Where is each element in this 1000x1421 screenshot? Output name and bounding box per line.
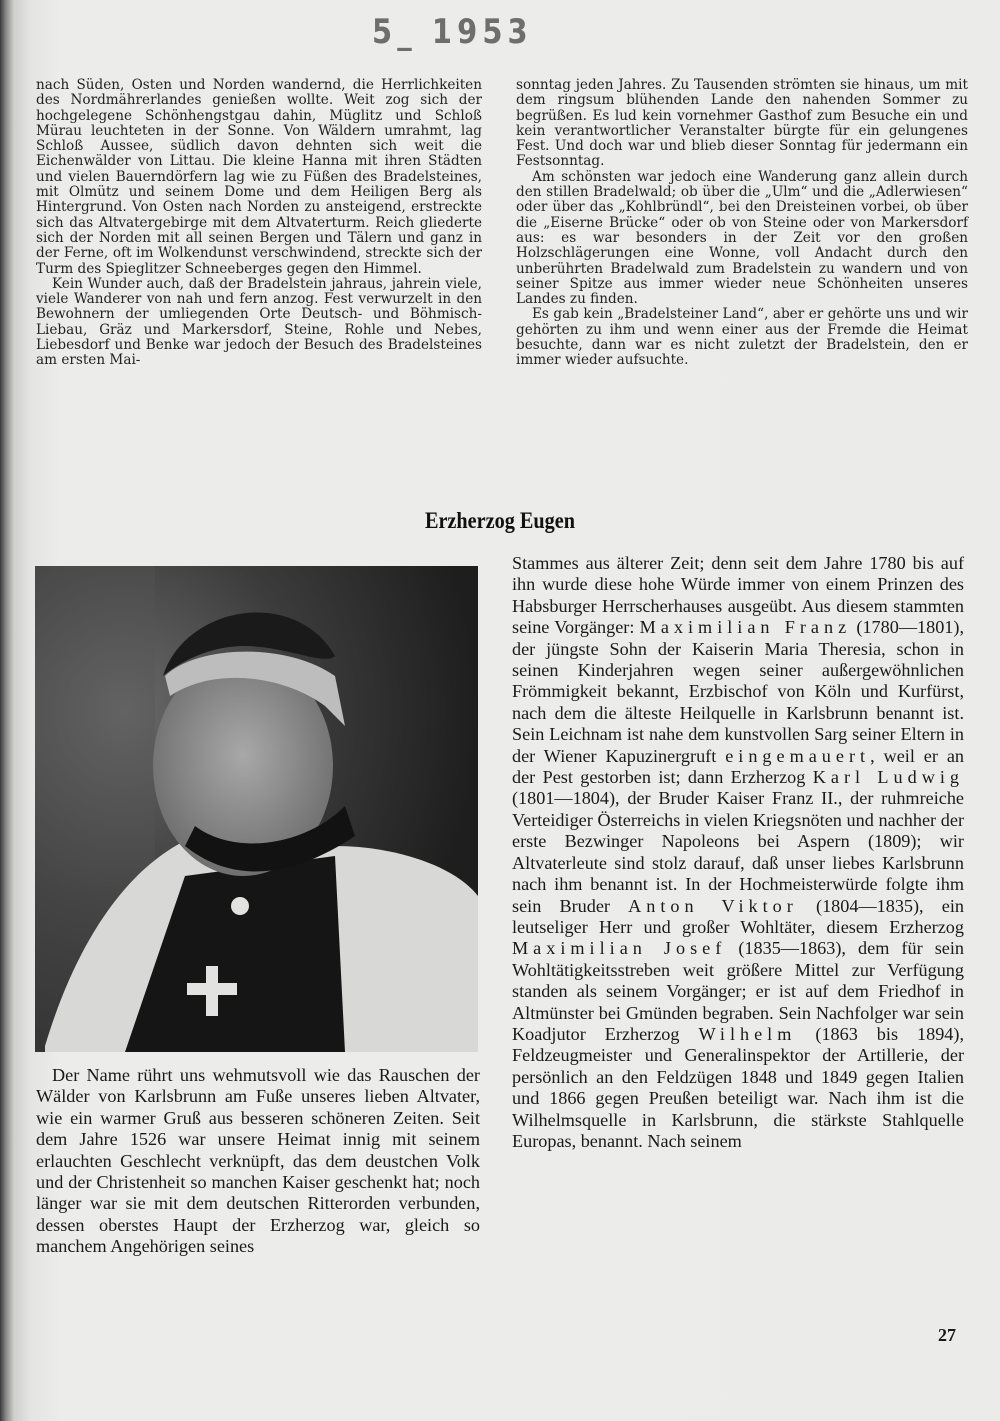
spaced-name: Wilhelm [698,1023,797,1044]
portrait-image [35,566,478,1052]
spaced-name: Maximilian Franz [639,617,852,638]
text-run: (1835—1863), dem für sein Wohltätigkeitsstreben weit größere Mittel zur Verfügung standen als seinem Vorgänger; er ist auf dem Friedhof in Altmünster bei Gmünden begraben. Sein Nachfolger war sein Koadjutor Erzherzog [512,938,964,1044]
text-run: Stammes aus älterer Zeit; denn seit dem Jahre 1780 bis auf ihn wurde diese hohe Würde immer von einem Prinzen des Habsburger Herrscherhauses ausgeübt. Aus diesem stammten seine Vorgänger: [512,553,964,638]
text-run: (1801—1804), der Bruder Kaiser Franz II., der ruhmreiche Verteidiger Österreichs in vielen Kriegsnöten und nachher der erste Bezwinger Napoleons bei Aspern (1809); wir Altvaterleute sind stolz darauf, daß unser liebes Karlsbrunn nach ihm benannt ist. In der Hochmeisterwürde folgte ihm sein Bruder [512,788,964,916]
portrait-photo [35,566,478,1052]
paragraph: Der Name rührt uns wehmutsvoll wie das Rauschen der Wälder von Karlsbrunn am Fuße unseres lieben Altvater, wie ein warmer Gruß aus besseren schöneren Zeiten. Seit dem Jahre 1526 war unsere Heimat innig mit seinem erlauchten Geschlecht verknüpft, das dem deustchen Volk und der Christenheit so manchen Kaiser geschenkt hat; noch länger war sie mit dem deutschen Ritterorden verbunden, dessen oberstes Haupt der Erzherzog war, gleich so manchem Angehörigen seines [36,1065,480,1257]
text-run: (1863 bis 1894), Feldzeugmeister und Generalinspektor der Artillerie, der persönlich an den Feldzügen 1848 und 1849 gegen Italien und 1866 gegen Preußen beteiligt war. Nach ihm ist die Wilhelmsquelle in Karlsbrunn, die stärkste Stahlquelle Europas, benannt. Nach seinem [512,1023,965,1151]
archive-stamp: 5_ 1953 [372,12,533,52]
paragraph: Es gab kein „Bradelsteiner Land“, aber er gehörte uns und wir gehörten zu ihm und wenn einer aus der Fremde die Heimat besuchte, dann war es nicht zuletzt der Bradelstein, den er immer wieder aufsuchte. [516,306,968,369]
paragraph: nach Süden, Osten und Norden wandernd, die Herrlichkeiten des Nordmährerlandes genießen wollte. Weit zog sich der hochgelegene Schönhengstgau dahin, Müglitz und Schloß Mürau leuchteten in der Sonne. Von Wäldern umrahmt, lag Schloß Aussee, südlich davon dehnten sich weit die Eichenwälder von Littau. Die kleine Hanna mit ihren Städten und vielen Bauerndörfern lag wie zu Füßen des Bradelsteines, mit Olmütz und seinem Dome und dem Heiligen Berg als Hintergrund. Von Osten nach Norden zu ansteigend, erstreckte sich das Altvatergebirge mit dem Altvaterturm. Reich gliederte sich der Norden mit all seinen Bergen und Tälern und ganz in der Ferne, oft im Wolkendunst verschwindend, streckte sich der Turm des Spieglitzer Schneeberges gegen den Himmel. [36,77,482,277]
article-title: Erzherzog Eugen [424,508,576,533]
paragraph: Kein Wunder auch, daß der Bradelstein jahraus, jahrein viele, viele Wanderer von nah und fern anzog. Fest verwurzelt in den Bewohnern der umliegenden Orte Deutsch- und Böhmisch-Liebau, Gräz und Markersdorf, Steine, Rohle und Nebes, Liebesdorf und Benke war jedoch der Besuch des Bradelsteines am ersten Mai- [36,275,482,369]
text-run: (1804—1835), ein leutseliger Herr und großer Wohltäter, diesem Erzherzog [512,895,964,937]
spaced-name: Karl Ludwig [812,767,964,788]
paragraph [512,553,964,1152]
spaced-word: eingemauert [725,745,871,766]
text-run: , weil er an der Pest gestorben ist; dann Erzherzog [512,745,964,788]
article-left-column [36,1065,480,1258]
page-number: 27 [938,1325,956,1345]
spaced-name: Anton Viktor [628,895,798,916]
paragraph: Am schönsten war jedoch eine Wanderung ganz allein durch den stillen Bradelwald; ob über die „Ulm“ und die „Adlerwiesen“ oder über das „Kohlbründl“, bei den Dreisteinen vorbei, ob über die „Eiserne Brücke“ oder ob von Steine oder von Markersdorf aus: es war besonders in der Zeit vor den großen Holzschlägerungen eine Wonne, voll Andacht durch den unberührten Bradelwald zum Bradelstein zu wandern und von seiner Spitze aus immer wieder neue Schönheiten unseres Landes zu finden. [516,168,968,308]
spaced-name: Maximilian Josef [512,938,727,959]
paragraph: sonntag jeden Jahres. Zu Tausenden strömten sie hinaus, um mit dem ringsum blühenden Lande den nahenden Sommer zu begrüßen. Es lud kein vornehmer Gasthof zum Besuche ein und kein verantwortlicher Veranstalter bürgte für ein gelungenes Fest. Und doch war und blieb dieser Sonntag für jedermann ein Festsonntag. [516,77,968,170]
top-left-column [36,78,482,369]
article-right-column [512,553,964,1152]
top-right-column [516,78,968,369]
text-run: (1780—1801), der jüngste Sohn der Kaiserin Maria Theresia, schon in seinen Kinderjahren wegen seiner außergewöhnlichen Frömmigkeit bekannt, Erzbischof von Köln und Kurfürst, nach dem die älteste Heilquelle in Karlsbrunn benannt ist. Sein Leichnam ist nahe dem kunstvollen Sarg seiner Eltern in der Wiener Kapuzinergruft [512,617,964,766]
